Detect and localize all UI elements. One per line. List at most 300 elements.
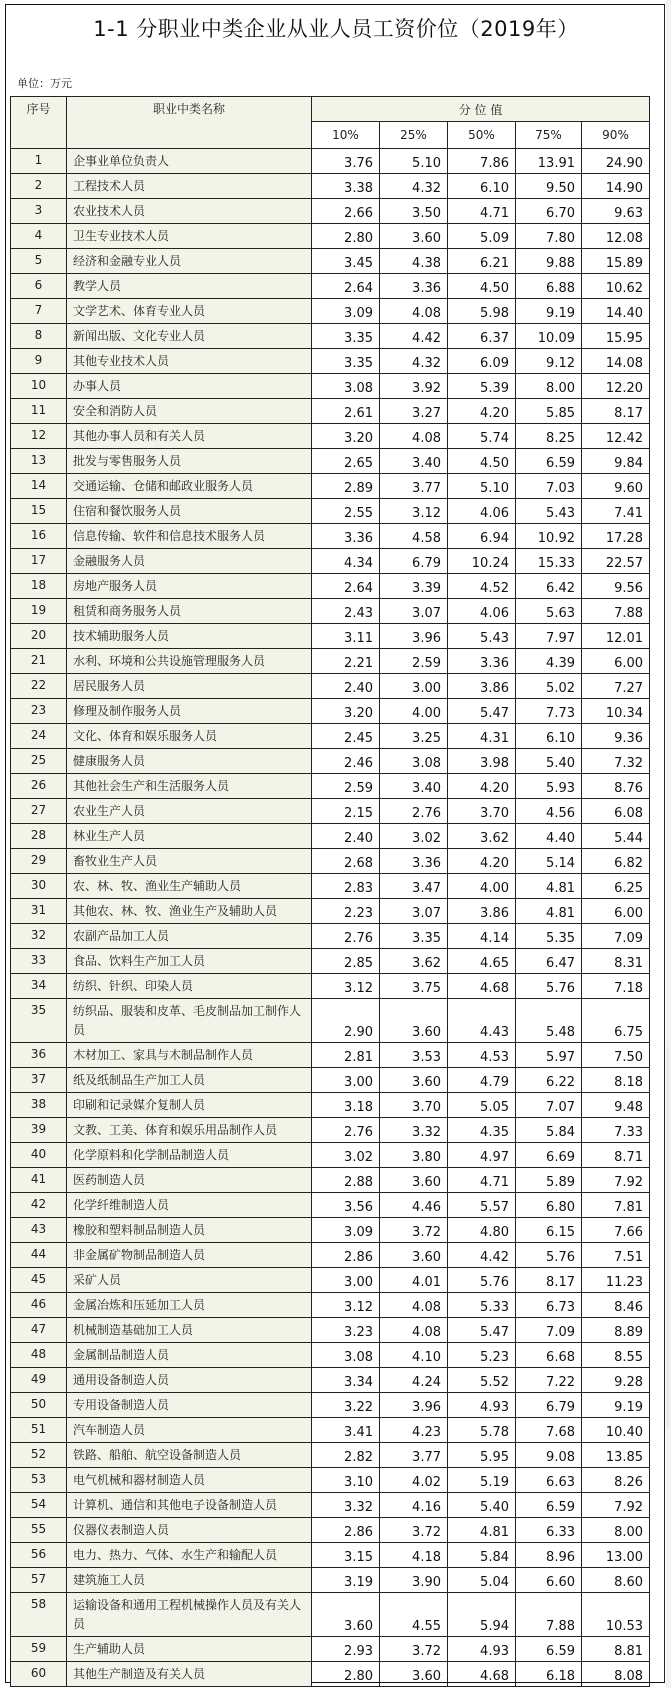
- row-seq: 37: [11, 1068, 67, 1093]
- cell-p50: 5.04: [448, 1568, 516, 1593]
- cell-p90: 9.19: [582, 1393, 650, 1418]
- cell-p10: 2.40: [312, 824, 380, 849]
- cell-p50: 3.98: [448, 749, 516, 774]
- table-row: [11, 849, 650, 874]
- cell-p10: 2.66: [312, 199, 380, 224]
- cell-p25: 2.76: [380, 799, 448, 824]
- table-row: [11, 874, 650, 899]
- table-row: [11, 474, 650, 499]
- row-seq: 7: [11, 299, 67, 324]
- cell-p10: 2.86: [312, 1518, 380, 1543]
- cell-p50: 6.10: [448, 174, 516, 199]
- wage-percentile-table: [10, 96, 650, 1687]
- table-row: [11, 1393, 650, 1418]
- cell-p10: 2.64: [312, 574, 380, 599]
- row-seq: 53: [11, 1468, 67, 1493]
- cell-p10: 2.85: [312, 949, 380, 974]
- row-seq: 25: [11, 749, 67, 774]
- table-row: [11, 924, 650, 949]
- cell-p25: 4.32: [380, 174, 448, 199]
- cell-p50: 5.33: [448, 1293, 516, 1318]
- cell-p10: 3.15: [312, 1543, 380, 1568]
- cell-p10: 2.40: [312, 674, 380, 699]
- cell-p25: 3.77: [380, 1443, 448, 1468]
- table-row: [11, 724, 650, 749]
- cell-p25: 3.40: [380, 449, 448, 474]
- cell-p50: 4.93: [448, 1637, 516, 1662]
- cell-p25: 3.27: [380, 399, 448, 424]
- cell-p75: 7.88: [516, 1593, 582, 1637]
- cell-p50: 5.47: [448, 699, 516, 724]
- header-p50: 50%: [448, 122, 516, 149]
- row-occupation-name: 专用设备制造人员: [67, 1393, 312, 1418]
- table-row: [11, 224, 650, 249]
- cell-p50: 6.37: [448, 324, 516, 349]
- cell-p50: 5.39: [448, 374, 516, 399]
- table-row: [11, 1068, 650, 1093]
- row-seq: 47: [11, 1318, 67, 1343]
- cell-p90: 8.71: [582, 1143, 650, 1168]
- cell-p25: 4.32: [380, 349, 448, 374]
- cell-p90: 7.50: [582, 1043, 650, 1068]
- row-occupation-name: 汽车制造人员: [67, 1418, 312, 1443]
- row-seq: 24: [11, 724, 67, 749]
- table-row: [11, 1168, 650, 1193]
- cell-p50: 3.62: [448, 824, 516, 849]
- cell-p10: 2.43: [312, 599, 380, 624]
- cell-p10: 3.11: [312, 624, 380, 649]
- cell-p90: 8.08: [582, 1662, 650, 1687]
- cell-p25: 3.60: [380, 999, 448, 1043]
- cell-p90: 9.28: [582, 1368, 650, 1393]
- cell-p75: 7.97: [516, 624, 582, 649]
- row-seq: 9: [11, 349, 67, 374]
- row-occupation-name: 其他农、林、牧、渔业生产及辅助人员: [67, 899, 312, 924]
- table-row: [11, 1518, 650, 1543]
- table-row: [11, 1343, 650, 1368]
- row-seq: 20: [11, 624, 67, 649]
- table-row: [11, 1568, 650, 1593]
- row-occupation-name: 其他社会生产和生活服务人员: [67, 774, 312, 799]
- row-seq: 1: [11, 149, 67, 174]
- cell-p90: 24.90: [582, 149, 650, 174]
- cell-p25: 3.90: [380, 1568, 448, 1593]
- cell-p25: 3.50: [380, 199, 448, 224]
- row-seq: 5: [11, 249, 67, 274]
- cell-p50: 5.23: [448, 1343, 516, 1368]
- cell-p50: 3.70: [448, 799, 516, 824]
- table-row: [11, 1637, 650, 1662]
- cell-p25: 3.60: [380, 224, 448, 249]
- row-occupation-name: 经济和金融专业人员: [67, 249, 312, 274]
- cell-p10: 4.34: [312, 549, 380, 574]
- cell-p25: 3.60: [380, 1662, 448, 1687]
- row-seq: 43: [11, 1218, 67, 1243]
- cell-p75: 5.02: [516, 674, 582, 699]
- cell-p90: 10.34: [582, 699, 650, 724]
- table-row: [11, 249, 650, 274]
- row-occupation-name: 医药制造人员: [67, 1168, 312, 1193]
- cell-p25: 3.80: [380, 1143, 448, 1168]
- document-page: [5, 4, 665, 1683]
- cell-p75: 7.09: [516, 1318, 582, 1343]
- cell-p50: 3.86: [448, 899, 516, 924]
- cell-p10: 2.83: [312, 874, 380, 899]
- cell-p10: 3.38: [312, 174, 380, 199]
- cell-p10: 2.46: [312, 749, 380, 774]
- row-seq: 55: [11, 1518, 67, 1543]
- cell-p90: 6.08: [582, 799, 650, 824]
- cell-p10: 2.88: [312, 1168, 380, 1193]
- cell-p75: 5.76: [516, 1243, 582, 1268]
- table-row: [11, 1268, 650, 1293]
- row-occupation-name: 化学原料和化学制品制造人员: [67, 1143, 312, 1168]
- cell-p10: 2.64: [312, 274, 380, 299]
- cell-p25: 3.53: [380, 1043, 448, 1068]
- scrollbar-track[interactable]: [666, 1047, 669, 1427]
- cell-p50: 4.71: [448, 199, 516, 224]
- cell-p10: 2.81: [312, 1043, 380, 1068]
- cell-p10: 2.23: [312, 899, 380, 924]
- cell-p90: 10.62: [582, 274, 650, 299]
- row-seq: 3: [11, 199, 67, 224]
- table-row: [11, 949, 650, 974]
- row-seq: 17: [11, 549, 67, 574]
- cell-p25: 5.10: [380, 149, 448, 174]
- row-occupation-name: 纺织、针织、印染人员: [67, 974, 312, 999]
- cell-p10: 3.56: [312, 1193, 380, 1218]
- cell-p75: 6.47: [516, 949, 582, 974]
- cell-p90: 8.26: [582, 1468, 650, 1493]
- cell-p50: 4.50: [448, 274, 516, 299]
- cell-p50: 5.95: [448, 1443, 516, 1468]
- cell-p75: 6.22: [516, 1068, 582, 1093]
- cell-p25: 3.36: [380, 274, 448, 299]
- cell-p50: 10.24: [448, 549, 516, 574]
- cell-p90: 7.41: [582, 499, 650, 524]
- cell-p90: 7.18: [582, 974, 650, 999]
- row-occupation-name: 交通运输、仓储和邮政业服务人员: [67, 474, 312, 499]
- row-occupation-name: 机械制造基础加工人员: [67, 1318, 312, 1343]
- cell-p10: 2.15: [312, 799, 380, 824]
- cell-p10: 2.45: [312, 724, 380, 749]
- cell-p90: 8.55: [582, 1343, 650, 1368]
- row-occupation-name: 食品、饮料生产加工人员: [67, 949, 312, 974]
- cell-p90: 7.51: [582, 1243, 650, 1268]
- row-seq: 6: [11, 274, 67, 299]
- row-occupation-name: 教学人员: [67, 274, 312, 299]
- row-seq: 23: [11, 699, 67, 724]
- table-row: [11, 1468, 650, 1493]
- page-title: 1-1 分职业中类企业从业人员工资价位（2019年）: [93, 17, 579, 41]
- table-row: [11, 799, 650, 824]
- table-row: [11, 1218, 650, 1243]
- cell-p25: 3.72: [380, 1218, 448, 1243]
- cell-p50: 3.36: [448, 649, 516, 674]
- cell-p10: 2.68: [312, 849, 380, 874]
- table-row: [11, 499, 650, 524]
- table-row: [11, 349, 650, 374]
- table-row: [11, 574, 650, 599]
- table-row: [11, 1143, 650, 1168]
- table-row: [11, 1118, 650, 1143]
- cell-p90: 14.08: [582, 349, 650, 374]
- row-occupation-name: 金融服务人员: [67, 549, 312, 574]
- row-seq: 52: [11, 1443, 67, 1468]
- cell-p25: 2.59: [380, 649, 448, 674]
- cell-p50: 6.09: [448, 349, 516, 374]
- row-occupation-name: 文化、体育和娱乐服务人员: [67, 724, 312, 749]
- cell-p90: 8.00: [582, 1518, 650, 1543]
- row-occupation-name: 印刷和记录媒介复制人员: [67, 1093, 312, 1118]
- cell-p50: 5.10: [448, 474, 516, 499]
- cell-p50: 6.21: [448, 249, 516, 274]
- cell-p50: 4.68: [448, 974, 516, 999]
- cell-p50: 4.81: [448, 1518, 516, 1543]
- row-occupation-name: 畜牧业生产人员: [67, 849, 312, 874]
- cell-p25: 3.36: [380, 849, 448, 874]
- cell-p75: 6.18: [516, 1662, 582, 1687]
- header-p10: 10%: [312, 122, 380, 149]
- cell-p90: 13.85: [582, 1443, 650, 1468]
- cell-p75: 10.09: [516, 324, 582, 349]
- cell-p10: 2.55: [312, 499, 380, 524]
- cell-p10: 2.89: [312, 474, 380, 499]
- cell-p75: 8.17: [516, 1268, 582, 1293]
- cell-p10: 3.18: [312, 1093, 380, 1118]
- cell-p90: 13.00: [582, 1543, 650, 1568]
- table-row: [11, 1193, 650, 1218]
- cell-p25: 4.23: [380, 1418, 448, 1443]
- row-occupation-name: 修理及制作服务人员: [67, 699, 312, 724]
- cell-p75: 6.88: [516, 274, 582, 299]
- row-occupation-name: 计算机、通信和其他电子设备制造人员: [67, 1493, 312, 1518]
- cell-p90: 12.01: [582, 624, 650, 649]
- table-row: [11, 274, 650, 299]
- cell-p10: 2.86: [312, 1243, 380, 1268]
- table-row: [11, 1318, 650, 1343]
- table-row: [11, 1043, 650, 1068]
- cell-p50: 3.86: [448, 674, 516, 699]
- cell-p50: 5.52: [448, 1368, 516, 1393]
- row-seq: 13: [11, 449, 67, 474]
- table-row: [11, 699, 650, 724]
- cell-p25: 3.72: [380, 1637, 448, 1662]
- header-p25: 25%: [380, 122, 448, 149]
- table-row: [11, 524, 650, 549]
- row-occupation-name: 其他生产制造及有关人员: [67, 1662, 312, 1687]
- cell-p75: 7.07: [516, 1093, 582, 1118]
- cell-p10: 3.09: [312, 299, 380, 324]
- row-occupation-name: 建筑施工人员: [67, 1568, 312, 1593]
- cell-p25: 3.62: [380, 949, 448, 974]
- table-row: [11, 1443, 650, 1468]
- row-occupation-name: 金属制品制造人员: [67, 1343, 312, 1368]
- cell-p50: 5.76: [448, 1268, 516, 1293]
- cell-p90: 6.82: [582, 849, 650, 874]
- cell-p10: 3.41: [312, 1418, 380, 1443]
- cell-p10: 3.45: [312, 249, 380, 274]
- cell-p90: 6.00: [582, 899, 650, 924]
- cell-p90: 8.18: [582, 1068, 650, 1093]
- cell-p90: 6.00: [582, 649, 650, 674]
- cell-p50: 4.97: [448, 1143, 516, 1168]
- row-seq: 39: [11, 1118, 67, 1143]
- row-seq: 28: [11, 824, 67, 849]
- row-seq: 4: [11, 224, 67, 249]
- cell-p25: 3.92: [380, 374, 448, 399]
- cell-p50: 4.68: [448, 1662, 516, 1687]
- cell-p10: 3.19: [312, 1568, 380, 1593]
- cell-p75: 6.42: [516, 574, 582, 599]
- cell-p90: 7.92: [582, 1168, 650, 1193]
- cell-p10: 2.80: [312, 1662, 380, 1687]
- row-seq: 44: [11, 1243, 67, 1268]
- cell-p10: 3.22: [312, 1393, 380, 1418]
- cell-p75: 6.59: [516, 1637, 582, 1662]
- cell-p75: 5.85: [516, 399, 582, 424]
- cell-p50: 5.74: [448, 424, 516, 449]
- cell-p50: 4.65: [448, 949, 516, 974]
- cell-p50: 4.50: [448, 449, 516, 474]
- cell-p75: 6.73: [516, 1293, 582, 1318]
- row-occupation-name: 办事人员: [67, 374, 312, 399]
- cell-p10: 3.60: [312, 1593, 380, 1637]
- cell-p75: 6.60: [516, 1568, 582, 1593]
- cell-p10: 3.09: [312, 1218, 380, 1243]
- table-row: [11, 1243, 650, 1268]
- cell-p90: 12.08: [582, 224, 650, 249]
- row-occupation-name: 电力、热力、气体、水生产和输配人员: [67, 1543, 312, 1568]
- cell-p50: 4.52: [448, 574, 516, 599]
- row-seq: 46: [11, 1293, 67, 1318]
- cell-p75: 6.68: [516, 1343, 582, 1368]
- row-seq: 14: [11, 474, 67, 499]
- cell-p50: 4.71: [448, 1168, 516, 1193]
- row-seq: 40: [11, 1143, 67, 1168]
- cell-p75: 5.84: [516, 1118, 582, 1143]
- row-occupation-name: 林业生产人员: [67, 824, 312, 849]
- table-row: [11, 199, 650, 224]
- cell-p50: 4.31: [448, 724, 516, 749]
- cell-p90: 7.27: [582, 674, 650, 699]
- row-seq: 19: [11, 599, 67, 624]
- cell-p10: 3.08: [312, 374, 380, 399]
- cell-p10: 2.61: [312, 399, 380, 424]
- row-occupation-name: 农副产品加工人员: [67, 924, 312, 949]
- cell-p10: 2.76: [312, 924, 380, 949]
- row-occupation-name: 农业技术人员: [67, 199, 312, 224]
- table-row: [11, 449, 650, 474]
- cell-p50: 4.42: [448, 1243, 516, 1268]
- row-occupation-name: 工程技术人员: [67, 174, 312, 199]
- row-seq: 57: [11, 1568, 67, 1593]
- cell-p25: 3.00: [380, 674, 448, 699]
- row-occupation-name: 化学纤维制造人员: [67, 1193, 312, 1218]
- row-occupation-name: 运输设备和通用工程机械操作人员及有关人员: [67, 1593, 312, 1637]
- cell-p90: 7.32: [582, 749, 650, 774]
- cell-p50: 4.53: [448, 1043, 516, 1068]
- row-seq: 16: [11, 524, 67, 549]
- cell-p50: 4.06: [448, 599, 516, 624]
- cell-p50: 5.98: [448, 299, 516, 324]
- table-row: [11, 749, 650, 774]
- table-row: [11, 999, 650, 1043]
- window-gutter: [666, 0, 671, 1688]
- cell-p75: 8.00: [516, 374, 582, 399]
- cell-p50: 5.84: [448, 1543, 516, 1568]
- cell-p90: 14.40: [582, 299, 650, 324]
- cell-p25: 4.10: [380, 1343, 448, 1368]
- cell-p75: 7.22: [516, 1368, 582, 1393]
- cell-p90: 8.46: [582, 1293, 650, 1318]
- cell-p75: 5.14: [516, 849, 582, 874]
- table-row: [11, 399, 650, 424]
- cell-p50: 5.05: [448, 1093, 516, 1118]
- cell-p50: 4.79: [448, 1068, 516, 1093]
- cell-p25: 3.08: [380, 749, 448, 774]
- cell-p10: 3.35: [312, 324, 380, 349]
- cell-p25: 4.24: [380, 1368, 448, 1393]
- cell-p50: 4.06: [448, 499, 516, 524]
- row-seq: 21: [11, 649, 67, 674]
- header-percentile-group: 分 位 值: [312, 97, 650, 122]
- row-occupation-name: 新闻出版、文化专业人员: [67, 324, 312, 349]
- cell-p10: 2.21: [312, 649, 380, 674]
- cell-p25: 3.60: [380, 1068, 448, 1093]
- cell-p75: 6.10: [516, 724, 582, 749]
- cell-p10: 2.80: [312, 224, 380, 249]
- row-seq: 49: [11, 1368, 67, 1393]
- row-occupation-name: 采矿人员: [67, 1268, 312, 1293]
- row-seq: 50: [11, 1393, 67, 1418]
- cell-p75: 6.80: [516, 1193, 582, 1218]
- table-row: [11, 324, 650, 349]
- table-row: [11, 1493, 650, 1518]
- row-seq: 26: [11, 774, 67, 799]
- row-seq: 42: [11, 1193, 67, 1218]
- cell-p90: 7.92: [582, 1493, 650, 1518]
- row-occupation-name: 安全和消防人员: [67, 399, 312, 424]
- cell-p10: 3.76: [312, 149, 380, 174]
- row-occupation-name: 生产辅助人员: [67, 1637, 312, 1662]
- cell-p90: 9.36: [582, 724, 650, 749]
- table-row: [11, 674, 650, 699]
- cell-p90: 8.17: [582, 399, 650, 424]
- cell-p25: 4.58: [380, 524, 448, 549]
- row-seq: 41: [11, 1168, 67, 1193]
- cell-p90: 15.89: [582, 249, 650, 274]
- cell-p25: 3.12: [380, 499, 448, 524]
- cell-p25: 3.40: [380, 774, 448, 799]
- table-row: [11, 774, 650, 799]
- cell-p25: 3.35: [380, 924, 448, 949]
- row-occupation-name: 技术辅助服务人员: [67, 624, 312, 649]
- cell-p75: 7.73: [516, 699, 582, 724]
- cell-p75: 9.12: [516, 349, 582, 374]
- header-p90: 90%: [582, 122, 650, 149]
- cell-p10: 3.32: [312, 1493, 380, 1518]
- cell-p90: 11.23: [582, 1268, 650, 1293]
- cell-p25: 3.75: [380, 974, 448, 999]
- cell-p75: 5.89: [516, 1168, 582, 1193]
- row-occupation-name: 金属冶炼和压延加工人员: [67, 1293, 312, 1318]
- cell-p75: 6.33: [516, 1518, 582, 1543]
- row-seq: 18: [11, 574, 67, 599]
- cell-p75: 6.59: [516, 1493, 582, 1518]
- row-occupation-name: 木材加工、家具与木制品制作人员: [67, 1043, 312, 1068]
- cell-p75: 6.15: [516, 1218, 582, 1243]
